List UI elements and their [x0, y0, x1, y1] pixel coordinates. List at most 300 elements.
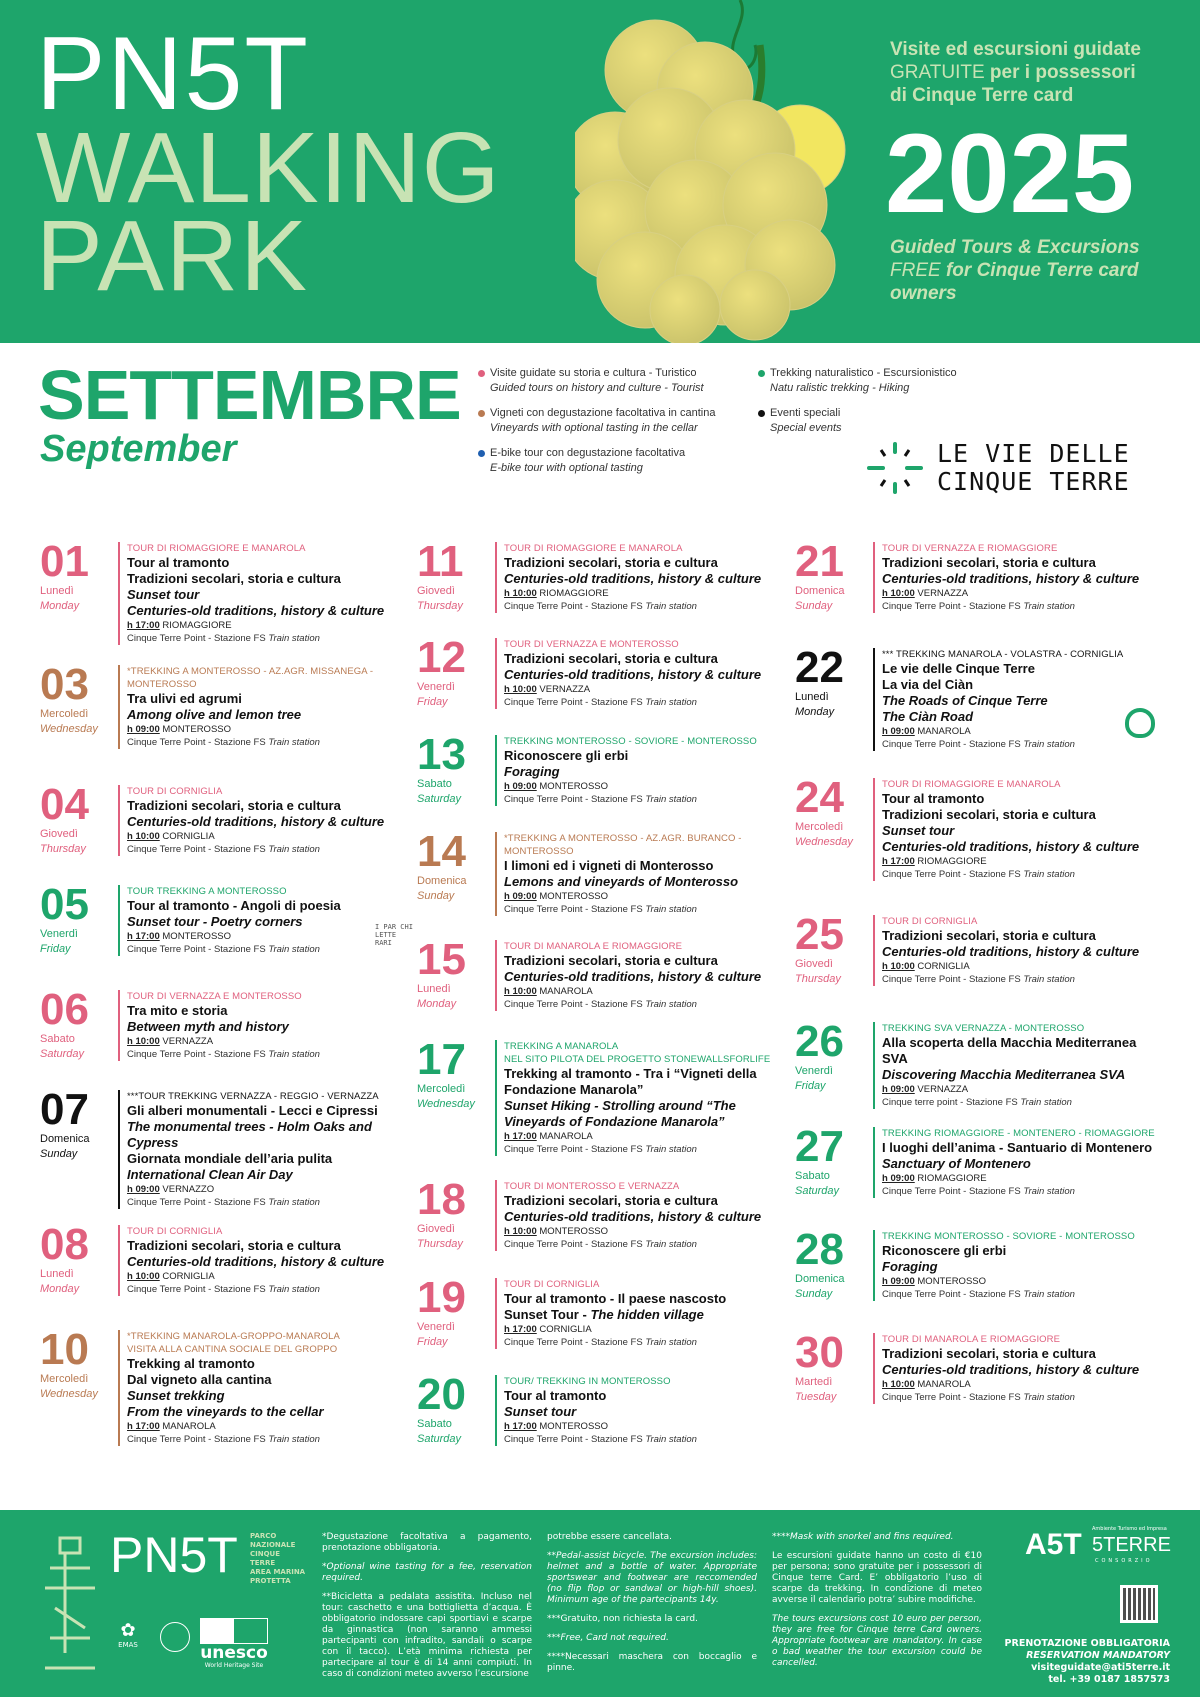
- title-text: Centuries-old traditions, history & culture: [127, 814, 385, 829]
- reservation-info: [1005, 1638, 1170, 1686]
- event-title-line: [882, 839, 1165, 855]
- event-title-line: [127, 1151, 410, 1167]
- en-line-1: Guided Tours & Excursions: [890, 237, 1140, 258]
- meeting-point: [882, 738, 1165, 751]
- event-place: CORNIGLIA: [539, 1324, 592, 1335]
- weekday-en: Thursday: [417, 1238, 463, 1250]
- weekday-it: Mercoledì: [40, 1373, 89, 1385]
- meeting-en: Train station: [645, 794, 697, 805]
- event-place: VERNAZZO: [162, 1184, 215, 1195]
- event-weekday: [40, 927, 78, 957]
- footer: [0, 1510, 1200, 1697]
- event-item: [795, 1328, 1170, 1404]
- event-category: TOUR DI CORNIGLIA: [127, 1226, 223, 1237]
- meeting-it: Cinque Terre Point - Stazione FS: [127, 1434, 269, 1445]
- weekday-it: Lunedì: [40, 1268, 74, 1280]
- footnote: ****Mask with snorkel and fins required.: [772, 1532, 954, 1542]
- meeting-point: [882, 868, 1165, 881]
- event-day: 26: [795, 1017, 844, 1066]
- event-day: 14: [417, 827, 466, 876]
- event-title-line: [127, 603, 410, 619]
- title-text: International Clean Air Day: [127, 1167, 293, 1182]
- title-text: Alla scoperta della Macchia Mediterranea SVA: [882, 1035, 1137, 1066]
- en-line-3: owners: [890, 283, 957, 304]
- event-place: RIOMAGGIORE: [539, 588, 609, 599]
- meeting-point: [504, 696, 787, 709]
- event-time-place: [882, 587, 1165, 600]
- title-text: Tradizioni secolari, storia e cultura: [882, 555, 1096, 570]
- parchi-letterari-logo: I PAR CHI LETTE RARI: [375, 923, 413, 947]
- event-time: h 17:00: [127, 931, 160, 942]
- meeting-it: Cinque Terre Point - Stazione FS: [504, 601, 646, 612]
- meeting-it: Cinque Terre Point - Stazione FS: [882, 1186, 1024, 1197]
- event-time-place: [127, 930, 410, 943]
- meeting-it: Cinque Terre Point - Stazione FS: [127, 737, 269, 748]
- notes-column-3: [772, 1532, 982, 1677]
- title-text: Tour al tramonto: [882, 791, 985, 806]
- event-title-line: [127, 587, 410, 603]
- title-text: Centuries-old traditions, history & culture: [127, 603, 385, 618]
- meeting-en: Train station: [1023, 1186, 1075, 1197]
- en-free-word: FREE: [890, 260, 941, 281]
- event-place: RIOMAGGIORE: [917, 1173, 987, 1184]
- event-place: MANAROLA: [917, 1379, 971, 1390]
- footer-pn5t-logo: PN5T: [110, 1527, 238, 1583]
- event-weekday: [40, 827, 86, 857]
- event-day: 01: [40, 537, 89, 586]
- meeting-it: Cinque Terre Point - Stazione FS: [504, 794, 646, 805]
- event-place: MANAROLA: [917, 726, 971, 737]
- weekday-en: Saturday: [417, 793, 462, 805]
- meeting-point: [127, 943, 410, 956]
- event-weekday: [40, 1267, 79, 1297]
- meeting-it: Cinque Terre Point - Stazione FS: [882, 1289, 1024, 1300]
- meeting-en: Train station: [645, 1239, 697, 1250]
- event-title-line: [127, 1388, 410, 1404]
- meeting-en: Train station: [268, 844, 320, 855]
- weekday-en: Sunday: [417, 890, 455, 902]
- email-link[interactable]: visiteguidate@ati5terre.it: [1031, 1662, 1170, 1673]
- footnote: **Bicicletta a pedalata assistita. Incluso nel tour: caschetto e una bottiglietta d’acqua. È obbligatorio indossare capi sportiavi e scarpe da ginnastica (non saranno ammessi partecipanti con infradito, sandali o scarpe con il tacco). L’età minima richiesta per partecipare al tour è di 14 anni compiuti. In caso di condizioni meteo avverso l’escursione: [322, 1592, 532, 1679]
- event-title-line: [504, 1291, 787, 1307]
- event-day: 12: [417, 633, 466, 682]
- event-category: *TREKKING MANAROLA-GROPPO-MANAROLA: [127, 1331, 340, 1342]
- event-weekday: [40, 584, 79, 614]
- event-day: 28: [795, 1225, 844, 1274]
- event-time: h 10:00: [882, 961, 915, 972]
- event-item: [40, 1085, 415, 1209]
- title-text: Tradizioni secolari, storia e cultura: [127, 798, 341, 813]
- unesco-label: unesco: [200, 1643, 268, 1663]
- event-title-line: [504, 1307, 787, 1323]
- meeting-it: Cinque Terre Point - Stazione FS: [127, 1197, 269, 1208]
- event-day: 06: [40, 985, 89, 1034]
- legend-item: [490, 366, 704, 396]
- qr-code[interactable]: [1120, 1585, 1158, 1623]
- event-day: 11: [417, 537, 464, 586]
- event-weekday: [417, 874, 467, 904]
- header-it-text: [890, 38, 1141, 107]
- event-place: RIOMAGGIORE: [917, 856, 987, 867]
- meeting-en: Train station: [268, 1197, 320, 1208]
- event-weekday: [417, 777, 461, 807]
- event-title-line: [504, 1193, 787, 1209]
- weekday-it: Giovedì: [40, 828, 78, 840]
- meeting-en: Train station: [1023, 739, 1075, 750]
- event-item: [795, 1122, 1170, 1198]
- event-title-line: [127, 1404, 410, 1420]
- event-category: TOUR DI CORNIGLIA: [882, 916, 978, 927]
- event-details: [118, 1225, 410, 1296]
- meeting-en: Train station: [1023, 974, 1075, 985]
- meeting-it: Cinque Terre Point - Stazione FS: [882, 869, 1024, 880]
- meeting-en: Train station: [268, 1434, 320, 1445]
- legend-label-it: Vigneti con degustazione facoltativa in cantina: [490, 407, 716, 419]
- title-text: The monumental trees - Holm Oaks and Cypress: [127, 1119, 372, 1150]
- legend-label-it: Visite guidate su storia e cultura - Turistico: [490, 367, 697, 379]
- event-time-place: [504, 1323, 787, 1336]
- event-item: [40, 985, 415, 1061]
- event-title-line: [504, 874, 787, 890]
- weekday-it: Martedì: [795, 1376, 833, 1388]
- meeting-point: [127, 632, 410, 645]
- weekday-it: Domenica: [795, 1273, 845, 1285]
- event-title-line: [504, 748, 787, 764]
- header-en-text: [890, 236, 1140, 305]
- legend-dot-icon: [478, 410, 485, 417]
- event-category: TOUR DI VERNAZZA E RIOMAGGIORE: [882, 543, 1058, 554]
- weekday-en: Thursday: [417, 600, 463, 612]
- event-item: [795, 773, 1170, 881]
- event-time: h 09:00: [882, 726, 915, 737]
- meeting-point: [882, 1185, 1165, 1198]
- weekday-it: Mercoledì: [795, 821, 844, 833]
- event-title-line: [127, 1254, 410, 1270]
- title-text: Centuries-old traditions, history & culture: [504, 969, 762, 984]
- event-category: TREKKING SVA VERNAZZA - MONTEROSSO: [882, 1023, 1085, 1034]
- event-category: TOUR/ TREKKING IN MONTEROSSO: [504, 1376, 671, 1387]
- event-title-line: [882, 709, 1165, 725]
- title-text: La via del Ciàn: [882, 677, 974, 692]
- weekday-it: Venerdì: [40, 928, 78, 940]
- meeting-point: [127, 736, 410, 749]
- event-category: TOUR DI VERNAZZA E MONTEROSSO: [127, 991, 302, 1002]
- event-day: 05: [40, 880, 89, 929]
- title-text: I luoghi dell’anima - Santuario di Montenero: [882, 1140, 1153, 1155]
- event-item: [417, 1370, 792, 1446]
- title-text: Sunset Hiking - Strolling around “The: [504, 1098, 736, 1113]
- it-line-2: per i possessori: [984, 62, 1136, 83]
- event-title-line: [127, 1019, 410, 1035]
- weekday-it: Giovedì: [795, 958, 833, 970]
- title-text: Tour al tramonto - Il paese nascosto: [504, 1291, 727, 1306]
- event-title-line: [504, 667, 787, 683]
- event-weekday: [417, 680, 455, 710]
- event-details: [495, 542, 787, 613]
- legend-item: [490, 446, 685, 476]
- event-category: *** TREKKING MANAROLA - VOLASTRA - CORNIGLIA: [882, 649, 1124, 660]
- weekday-en: Monday: [40, 600, 80, 612]
- event-day: 27: [795, 1122, 844, 1171]
- event-time: h 10:00: [504, 1226, 537, 1237]
- weekday-it: Giovedì: [417, 1223, 455, 1235]
- event-title-line: [127, 914, 410, 930]
- event-day: 25: [795, 910, 844, 959]
- event-category: *TREKKING A MONTEROSSO - AZ.AGR. BURANCO -: [504, 833, 742, 844]
- a5t-consorzio: CONSORZIO: [1095, 1558, 1153, 1564]
- event-title-line: [882, 661, 1165, 677]
- footnote: potrebbe essere cancellata.: [547, 1532, 673, 1542]
- statue-illustration-icon: [40, 1528, 100, 1678]
- legend-label-it: Trekking naturalistico - Escursionistico: [770, 367, 957, 379]
- event-place: MONTEROSSO: [539, 781, 609, 792]
- legend-item: [770, 366, 957, 396]
- meeting-it: Cinque Terre Point - Stazione FS: [127, 1049, 269, 1060]
- notes-column-1: [322, 1532, 532, 1688]
- event-weekday: [417, 1320, 455, 1350]
- event-category: MONTEROSSO: [504, 846, 574, 857]
- event-details: [118, 1090, 410, 1209]
- event-weekday: [795, 1272, 845, 1302]
- event-category: TOUR DI CORNIGLIA: [127, 786, 223, 797]
- event-title-line: [882, 1067, 1165, 1083]
- event-title-line: [127, 707, 410, 723]
- event-category: TOUR DI MANAROLA E RIOMAGGIORE: [504, 941, 683, 952]
- event-item: [40, 880, 415, 956]
- title-text: Sanctuary of Montenero: [882, 1156, 1031, 1171]
- meeting-en: Train station: [1023, 1392, 1075, 1403]
- event-day: 17: [417, 1035, 466, 1084]
- event-category: TREKKING MONTEROSSO - SOVIORE - MONTEROSSO: [882, 1231, 1135, 1242]
- title-text: Le vie delle Cinque Terre: [882, 661, 1035, 676]
- event-item: [417, 1175, 792, 1251]
- event-title-line: [882, 677, 1165, 693]
- event-place: MONTEROSSO: [162, 724, 232, 735]
- title-text: The Roads of Cinque Terre: [882, 693, 1048, 708]
- footnote: The tours excursions cost 10 euro per person, they are free for Cinque terre Card owners. Appropriate footwear are mandatory. In case o bad weather the tour excursion could be cancelled.: [772, 1614, 982, 1668]
- event-time: h 09:00: [127, 1184, 160, 1195]
- title-text: Centuries-old traditions, history & culture: [504, 1209, 762, 1224]
- meeting-point: [504, 1336, 787, 1349]
- event-place: CORNIGLIA: [917, 961, 970, 972]
- event-category: TREKKING MONTEROSSO - SOVIORE - MONTEROSSO: [504, 736, 757, 747]
- meeting-point: [504, 1433, 787, 1446]
- event-details: [495, 940, 787, 1011]
- event-time: h 17:00: [504, 1324, 537, 1335]
- event-day: 13: [417, 730, 466, 779]
- event-weekday: [795, 584, 845, 614]
- event-details: [873, 778, 1165, 881]
- event-time: h 09:00: [504, 891, 537, 902]
- emas-logo: ✿ EMAS: [118, 1620, 138, 1649]
- le-vie-delle-cinque-terre-logo: [865, 440, 1165, 496]
- title-text: Riconoscere gli erbi: [504, 748, 629, 763]
- legend-label-en: Guided tours on history and culture - Tourist: [490, 382, 704, 394]
- weekday-it: Sabato: [417, 778, 452, 790]
- event-weekday: [40, 1372, 98, 1402]
- weekday-en: Friday: [417, 1336, 448, 1348]
- title-text: Fondazione Manarola”: [504, 1082, 644, 1097]
- legend-dot-icon: [478, 450, 485, 457]
- event-title-line: [882, 1140, 1165, 1156]
- footnote: *Degustazione facoltativa a pagamento, prenotazione obbligatoria.: [322, 1532, 532, 1553]
- event-day: 15: [417, 935, 466, 984]
- event-details: [118, 990, 410, 1061]
- weekday-it: Domenica: [795, 585, 845, 597]
- meeting-it: Cinque Terre Point - Stazione FS: [127, 633, 269, 644]
- weekday-en: Wednesday: [795, 836, 853, 848]
- event-time: h 09:00: [504, 781, 537, 792]
- event-weekday: [795, 690, 834, 720]
- event-place: CORNIGLIA: [162, 831, 215, 842]
- phone-number[interactable]: tel. +39 0187 1857573: [1048, 1674, 1170, 1685]
- event-place: VERNAZZA: [162, 1036, 214, 1047]
- event-day: 10: [40, 1325, 89, 1374]
- weekday-it: Sabato: [417, 1418, 452, 1430]
- legend-item: [770, 406, 842, 436]
- event-title-line: [504, 1388, 787, 1404]
- title-text: Among olive and lemon tree: [127, 707, 302, 722]
- meeting-en: Train station: [268, 1284, 320, 1295]
- title-text: Tradizioni secolari, storia e cultura: [127, 1238, 341, 1253]
- event-place: MANAROLA: [539, 986, 593, 997]
- meeting-it: Cinque terre point - Stazione FS: [882, 1097, 1021, 1108]
- parco-line: PROTETTA: [250, 1577, 291, 1585]
- event-time-place: [882, 855, 1165, 868]
- event-weekday: [795, 1375, 836, 1405]
- meeting-it: Cinque Terre Point - Stazione FS: [504, 904, 646, 915]
- event-title-line: [504, 1098, 787, 1114]
- title-text: Giornata mondiale dell’aria pulita: [127, 1151, 333, 1166]
- weekday-en: Sunday: [795, 1288, 833, 1300]
- meeting-en: Train station: [645, 1144, 697, 1155]
- event-day: 07: [40, 1085, 89, 1134]
- event-weekday: [417, 1082, 475, 1112]
- title-text: Sunset Tour -: [504, 1307, 591, 1322]
- meeting-point: [504, 1143, 787, 1156]
- title-text: Tour al tramonto - Angoli di poesia: [127, 898, 341, 913]
- event-time: h 10:00: [504, 684, 537, 695]
- weekday-en: Tuesday: [795, 1391, 837, 1403]
- header-banner: [0, 0, 1200, 343]
- event-details: [118, 542, 410, 645]
- event-details: [495, 1278, 787, 1349]
- event-title-line: [504, 1209, 787, 1225]
- event-weekday: [795, 1169, 839, 1199]
- meeting-point: [127, 1048, 410, 1061]
- weekday-it: Sabato: [795, 1170, 830, 1182]
- event-day: 20: [417, 1370, 466, 1419]
- event-time-place: [882, 1172, 1165, 1185]
- meeting-en: Train station: [645, 1434, 697, 1445]
- event-time-place: [127, 1183, 410, 1196]
- event-title-line: [127, 1167, 410, 1183]
- event-weekday: [417, 982, 456, 1012]
- event-details: [495, 735, 787, 806]
- event-weekday: [40, 1032, 84, 1062]
- event-day: 18: [417, 1175, 466, 1224]
- event-day: 04: [40, 780, 89, 829]
- event-details: [118, 665, 410, 749]
- event-title-line: [882, 928, 1165, 944]
- title-text: Trekking al tramonto: [127, 1356, 255, 1371]
- event-category: ***TOUR TREKKING VERNAZZA - REGGIO - VERNAZZA: [127, 1091, 379, 1102]
- title-text: Sunset trekking: [127, 1388, 225, 1403]
- event-weekday: [795, 1064, 833, 1094]
- meeting-point: [504, 600, 787, 613]
- footnote: ***Free, Card not required.: [547, 1633, 669, 1643]
- title-text: Discovering Macchia Mediterranea SVA: [882, 1067, 1126, 1082]
- weekday-en: Monday: [795, 706, 835, 718]
- it-line-3: di Cinque Terre card: [890, 85, 1074, 106]
- weekday-en: Friday: [795, 1080, 826, 1092]
- title-text: Foraging: [504, 764, 560, 779]
- weekday-it: Giovedì: [417, 585, 455, 597]
- event-day: 30: [795, 1328, 844, 1377]
- footnote: **Pedal-assist bicycle. The excursion includes: helmet and a bottle of water. Appropriate sportswear and footwear are reccomended (no flip flop or sandwal or high-hill shoes). Minimum age of the partecipants 14y.: [547, 1551, 757, 1605]
- event-time-place: [127, 723, 410, 736]
- it-line-1: Visite ed escursioni guidate: [890, 39, 1141, 60]
- meeting-en: Train station: [1023, 601, 1075, 612]
- legend-label-en: Special events: [770, 422, 842, 434]
- weekday-en: Thursday: [40, 843, 86, 855]
- event-time: h 10:00: [882, 588, 915, 599]
- event-day: 22: [795, 643, 844, 692]
- event-item: [40, 1325, 415, 1446]
- unesco-sub: World Heritage Site: [204, 1662, 264, 1669]
- emas-label: EMAS: [118, 1641, 138, 1649]
- meeting-it: Cinque Terre Point - Stazione FS: [504, 1337, 646, 1348]
- event-title-line: [504, 1082, 787, 1098]
- event-time: h 09:00: [882, 1276, 915, 1287]
- event-item: [417, 633, 792, 709]
- event-item: [795, 1017, 1170, 1109]
- event-place: MANAROLA: [539, 1131, 593, 1142]
- event-title-line: [127, 1119, 410, 1151]
- event-weekday: [795, 957, 841, 987]
- event-details: [118, 885, 410, 956]
- legend-item: [490, 406, 715, 436]
- event-time-place: [882, 725, 1165, 738]
- event-weekday: [40, 1132, 90, 1162]
- event-weekday: [417, 1222, 463, 1252]
- event-title-line: [882, 1035, 1165, 1067]
- meeting-point: [127, 1433, 410, 1446]
- meeting-en: Train station: [268, 633, 320, 644]
- event-details: [873, 1333, 1165, 1404]
- event-title-line: [882, 1243, 1165, 1259]
- event-day: 24: [795, 773, 844, 822]
- weekday-en: Wednesday: [40, 723, 98, 735]
- event-title-line: [504, 651, 787, 667]
- title-text: Vineyards of Fondazione Manarola”: [504, 1114, 725, 1129]
- title-text: Centuries-old traditions, history & culture: [504, 667, 762, 682]
- event-title-line: [504, 953, 787, 969]
- event-details: [118, 785, 410, 856]
- meeting-it: Cinque Terre Point - Stazione FS: [504, 697, 646, 708]
- event-item: [795, 643, 1170, 751]
- event-item: [795, 537, 1170, 613]
- event-time: h 09:00: [882, 1084, 915, 1095]
- event-title-line: [504, 969, 787, 985]
- event-category: TOUR DI RIOMAGGIORE E MANAROLA: [127, 543, 306, 554]
- meeting-en: Train station: [1020, 1097, 1072, 1108]
- title-text: I limoni ed i vigneti di Monterosso: [504, 858, 714, 873]
- logo-line-2: CINQUE TERRE: [937, 467, 1130, 496]
- title-text: Sunset tour: [504, 1404, 577, 1419]
- event-item: [40, 1220, 415, 1296]
- event-time-place: [882, 960, 1165, 973]
